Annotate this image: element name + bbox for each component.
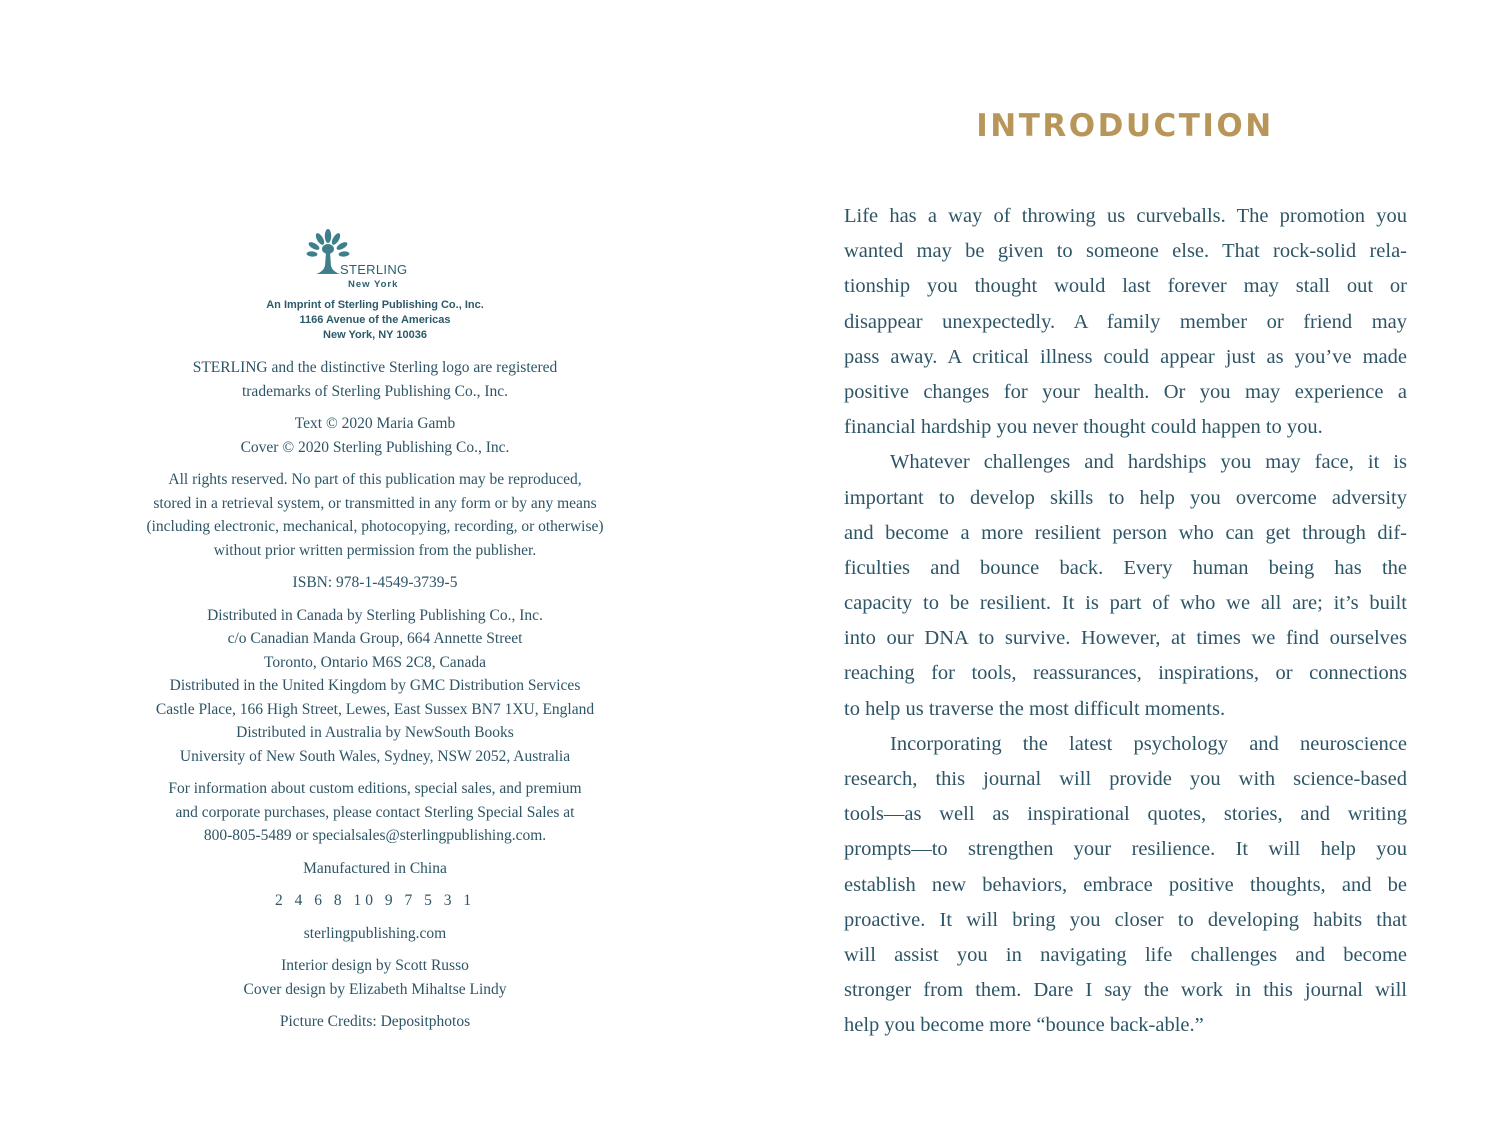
text-line: 800-805-5489 or specialsales@sterlingpublishing.com. [203, 827, 547, 844]
body-line: Life has a way of throwing us curveballs. The promotion you [844, 205, 1407, 227]
manufactured-note [70, 857, 680, 881]
text-line: 2 4 6 8 10 9 7 5 3 1 [274, 892, 476, 909]
text-line: c/o Canadian Manda Group, 664 Annette Street [227, 630, 523, 647]
printer-line [70, 889, 680, 913]
rights-notice [70, 468, 680, 562]
body-line: pass away. A critical illness could appear just as you’ve made [844, 345, 1407, 368]
body-line: and become a more resilient person who can get through dif- [844, 521, 1407, 544]
isbn [70, 571, 680, 595]
publisher-website [70, 922, 680, 946]
text-line: Cover design by Elizabeth Mihaltse Lindy [243, 980, 507, 998]
text-line: Picture Credits: Depositphotos [279, 1013, 471, 1030]
text-line: Distributed in the United Kingdom by GMC Distribution Services [169, 677, 581, 694]
text-line: Distributed in Canada by Sterling Publishing Co., Inc. [207, 606, 543, 624]
text-line: Distributed in Australia by NewSouth Books [236, 724, 514, 741]
body-line: establish new behaviors, embrace positive thoughts, and be [844, 873, 1407, 896]
text-line: trademarks of Sterling Publishing Co., Inc. [241, 382, 509, 400]
text-line: Cover © 2020 Sterling Publishing Co., Inc. [240, 438, 510, 456]
body-line: ficulties and bounce back. Every human being has the [844, 556, 1407, 579]
text-line: ISBN: 978-1-4549-3739-5 [292, 574, 458, 591]
body-line: stronger from them. Dare I say the work in this journal will [844, 979, 1407, 1002]
body-line: to help us traverse the most difficult moments. [844, 697, 1226, 720]
text-line: All rights reserved. No part of this publication may be reproduced, [168, 471, 582, 488]
imprint-line: An Imprint of Sterling Publishing Co., Inc. [266, 299, 484, 311]
trademark-notice [70, 356, 680, 403]
body-line: Whatever challenges and hardships you may face, it is [890, 451, 1407, 474]
text-line: without prior written permission from the publisher. [213, 541, 537, 559]
body-line: proactive. It will bring you closer to developing habits that [844, 908, 1407, 931]
text-line: Toronto, Ontario M6S 2C8, Canada [264, 653, 486, 671]
introduction-body [844, 199, 1407, 1044]
copyright-credits [70, 412, 680, 459]
text-line: Text © 2020 Maria Gamb [294, 415, 456, 432]
text-line: sterlingpublishing.com [303, 924, 447, 942]
body-line: important to develop skills to help you overcome adversity [844, 486, 1407, 509]
body-line: positive changes for your health. Or you may experience a [844, 380, 1407, 403]
body-line: wanted may be given to someone else. That rock-solid rela- [844, 240, 1407, 263]
text-line: STERLING and the distinctive Sterling logo are registered [192, 359, 558, 376]
body-line: reaching for tools, reassurances, inspirations, or connections [844, 662, 1407, 685]
imprint-address [200, 298, 550, 343]
body-line: prompts—to strengthen your resilience. It will help you [844, 838, 1407, 861]
body-line: capacity to be resilient. It is part of who we all are; it’s built [844, 592, 1407, 615]
chapter-title: INTRODUCTION [976, 108, 1274, 144]
body-line: will assist you in navigating life challenges and become [844, 943, 1407, 966]
distribution-info [70, 604, 680, 769]
body-line: into our DNA to survive. However, at times we find ourselves [844, 627, 1407, 650]
body-line: disappear unexpectedly. A family member or friend may [844, 310, 1407, 333]
text-line: Manufactured in China [303, 859, 447, 877]
text-line: Interior design by Scott Russo [281, 957, 469, 974]
text-line: Castle Place, 166 High Street, Lewes, East Sussex BN7 1XU, England [155, 700, 595, 718]
copyright-text [70, 356, 680, 1043]
text-line: (including electronic, mechanical, photocopying, recording, or otherwise) [146, 518, 604, 535]
body-line: tools—as well as inspirational quotes, stories, and writing [844, 803, 1407, 826]
text-line: and corporate purchases, please contact Sterling Special Sales at [175, 803, 575, 821]
text-line: stored in a retrieval system, or transmitted in any form or by any means [153, 494, 597, 512]
design-credits [70, 954, 680, 1001]
text-line: For information about custom editions, special sales, and premium [168, 780, 582, 797]
body-line: tionship you thought would last forever may stall out or [844, 275, 1407, 298]
imprint-line: New York, NY 10036 [323, 329, 427, 341]
imprint-line: 1166 Avenue of the Americas [299, 314, 451, 326]
introduction-page [750, 0, 1500, 1125]
special-sales-info [70, 777, 680, 848]
logo-name: STERLING [340, 262, 408, 277]
logo-city: New York [348, 279, 399, 290]
picture-credits [70, 1010, 680, 1034]
body-line: research, this journal will provide you with science-based [844, 768, 1407, 790]
body-line: financial hardship you never thought could happen to you. [844, 416, 1323, 439]
text-line: University of New South Wales, Sydney, NSW 2052, Australia [179, 747, 571, 765]
body-line: Incorporating the latest psychology and neuroscience [890, 732, 1407, 755]
body-line: help you become more “bounce back-able.” [844, 1014, 1204, 1037]
